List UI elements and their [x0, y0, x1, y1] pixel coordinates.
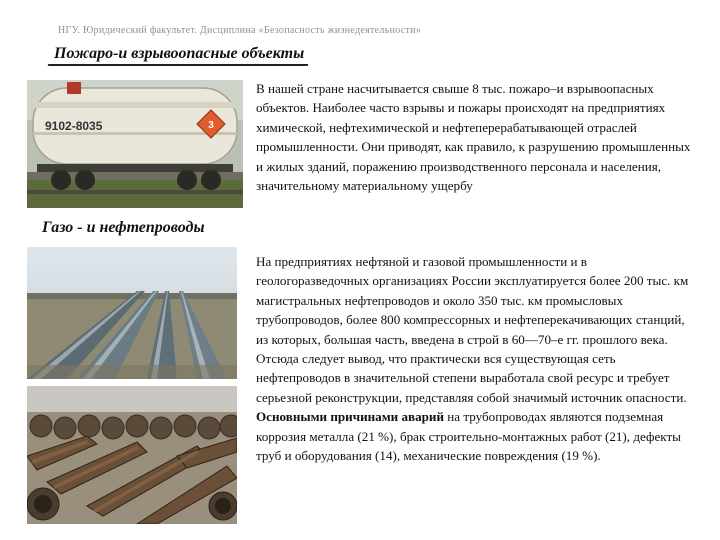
paragraph-pipelines [256, 252, 696, 465]
section-title-fire-explosion: Пожаро-и взрывоопасные объекты [54, 45, 305, 62]
paragraph-pipelines-causes: на трубопроводах являются подземная коррозия металла (21 %), брак строительно-монтажных работ (21), дефекты труб и оборудования (14), механические повреждения (19 %). [256, 409, 681, 464]
tank-car-photo [27, 80, 243, 208]
section-title-pipelines: Газо - и нефтепроводы [42, 219, 205, 236]
hazard-sign-number: 3 [208, 120, 214, 131]
tank-car-number: 9102-8035 [45, 119, 103, 133]
accident-causes-heading: Основными причинами аварий [256, 409, 444, 425]
pipe-stack-photo [27, 386, 237, 524]
slide-header: НГУ. Юридический факультет. Дисциплина «Безопасность жизнедеятельности» [58, 25, 422, 36]
pipelines-field-photo [27, 247, 237, 379]
paragraph-pipelines-main: На предприятиях нефтяной и газовой промышленности и в геологоразведочных организациях России эксплуатируется более 200 тыс. км магистральных нефтепроводов и около 350 тыс. км промысловых трубопроводов, более 800 компрессорных и нефтеперекачивающих станций, из которых, большая часть, введена в строй в 60—70–е гг. прошлого века. Отсюда следует вывод, что практически вся существующая сеть нефтепроводов в значительной степени выработала свой ресурс и требует серьезной реконструкции, представляя собой значимый источник опасности. [256, 254, 689, 405]
paragraph-fire-explosion: В нашей стране насчитывается свыше 8 тыс. пожаро–и взрывоопасных объектов. Наиболее часто взрывы и пожары происходят на предприятиях химической, нефтехимической и нефтеперерабатывающей отраслей промышленности. Они приводят, как правило, к разрушению промышленных и жилых зданий, поражению производственного персонала и населения, значительному материальному ущербу [256, 81, 691, 194]
